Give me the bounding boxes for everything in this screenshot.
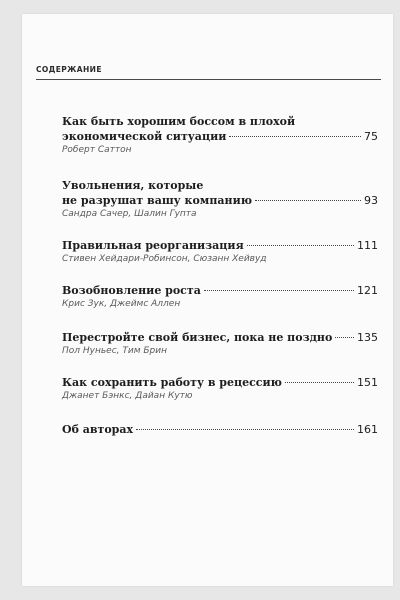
toc-entry-title-row [62,376,378,389]
page-header: СОДЕРЖАНИЕ [36,65,102,74]
toc-entry-title: Возобновление роста [62,284,201,297]
toc-entry-title-row [62,284,378,297]
header-rule [36,79,381,80]
toc-entry-title-row [62,331,378,344]
page-number: 151 [357,376,378,389]
page-number: 135 [357,331,378,344]
toc-entry-authors: Сандра Сачер, Шалин Гупта [62,209,197,219]
toc-entry-authors: Стивен Хейдари-Робинсон, Сюзанн Хейвуд [62,254,267,264]
toc-entry-authors: Джанет Бэнкс, Дайан Кутю [62,391,193,401]
toc-entry-authors: Пол Нуньес, Тим Брин [62,346,167,356]
dot-leader [229,135,361,137]
toc-entry-title: Правильная реорганизация [62,239,244,252]
dot-leader [136,428,354,430]
page-number: 121 [357,284,378,297]
toc-entry-title: Перестройте свой бизнес, пока не поздно [62,331,333,344]
toc-entry-title-row [62,130,378,143]
page-number: 93 [364,194,378,207]
toc-entry-2 [62,178,378,220]
toc-entry-6 [62,376,378,402]
toc-entry-title: не разрушат вашу компанию [62,194,253,207]
toc-entry-title: Как сохранить работу в рецессию [62,376,282,389]
dot-leader [285,381,354,383]
toc-entry-title-row [62,194,378,207]
toc-entry-title: Увольнения, которые [62,179,204,192]
toc-entry-title-row [62,239,378,252]
toc-entry-authors: Роберт Саттон [62,145,132,155]
toc-entry-title-row [62,423,378,436]
toc-entry-authors: Крис Зук, Джеймс Аллен [62,299,181,309]
dot-leader [247,244,354,246]
toc-entry-1 [62,114,378,156]
dot-leader [335,336,354,338]
toc-entry-4 [62,284,378,310]
toc-entry-title: Как быть хорошим боссом в плохой [62,115,296,128]
toc-entry-title: Об авторах [62,423,134,436]
toc-entry-5 [62,331,378,357]
dot-leader [255,199,361,201]
page-number: 161 [357,423,378,436]
dot-leader [204,289,354,291]
page-number: 111 [357,239,378,252]
toc-entry-3 [62,239,378,265]
toc-entry-title: экономической ситуации [62,130,227,143]
page-number: 75 [364,130,378,143]
toc-entry-7 [62,423,378,436]
